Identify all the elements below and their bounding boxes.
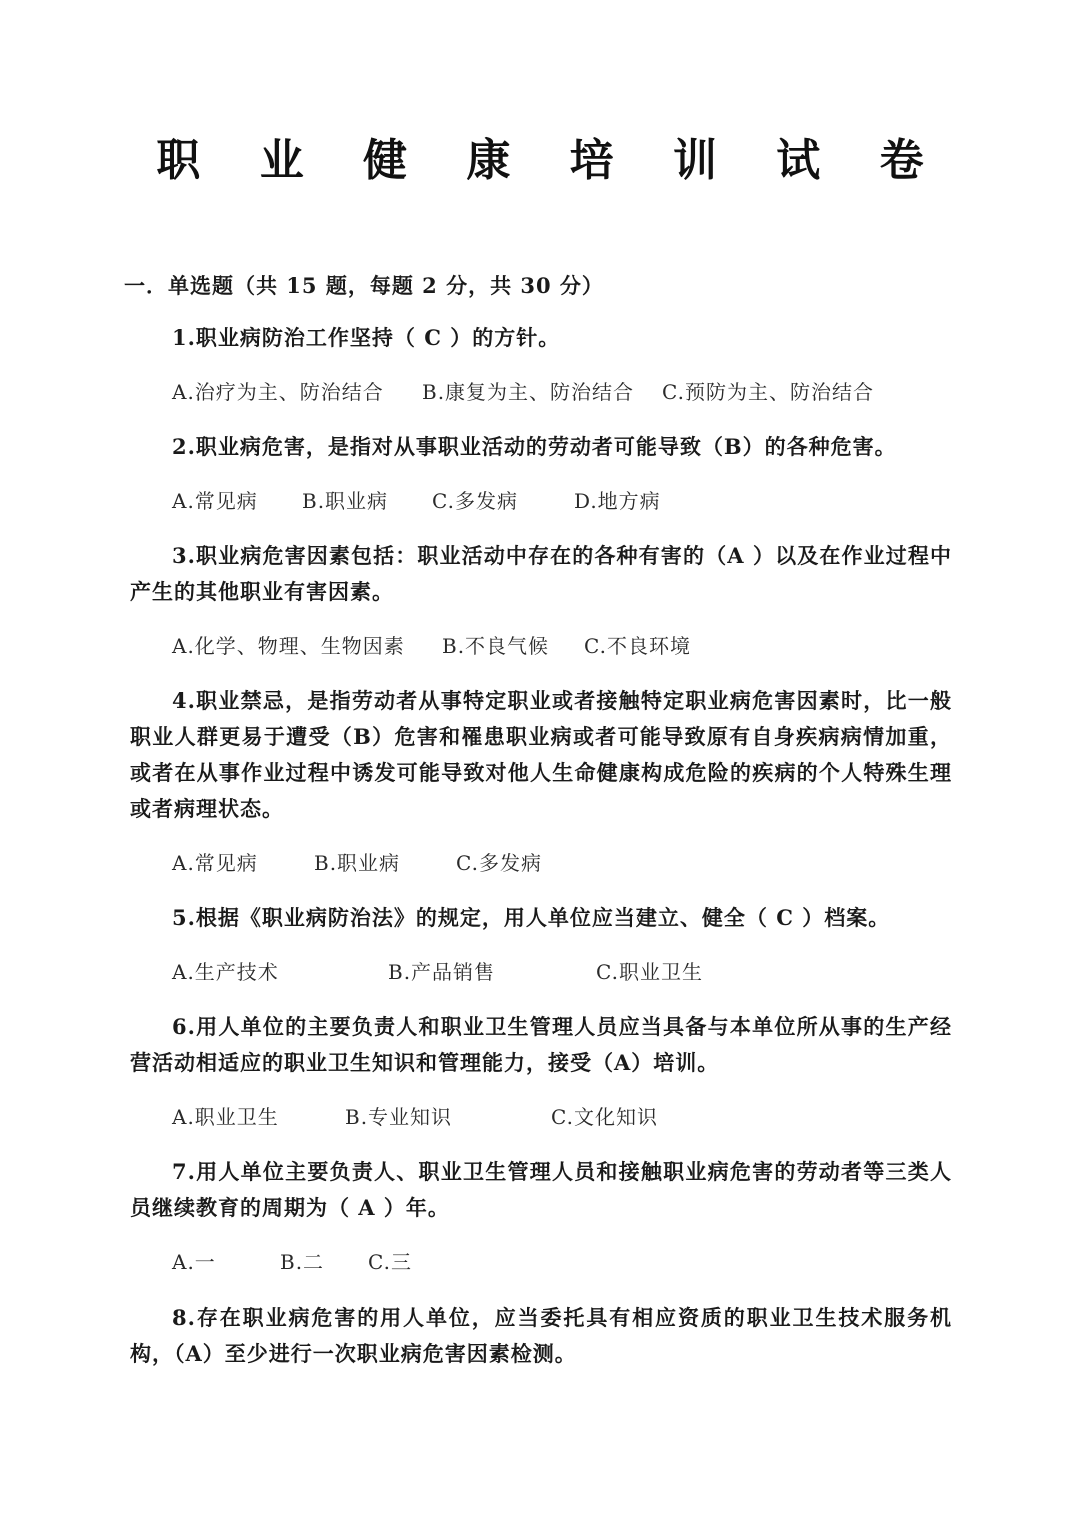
question-7-options [172,1246,412,1275]
question-2-option-b: B.职业病 [302,489,389,513]
question-1-option-a: A.治疗为主、防治结合 [172,380,384,404]
question-6-option-b: B.专业知识 [345,1105,453,1129]
question-3-option-c: C.不良环境 [584,634,691,658]
question-3-option-a: A.化学、物理、生物因素 [172,634,405,658]
question-5-option-b: B.产品销售 [388,960,496,984]
question-1-option-c: C.预防为主、防治结合 [662,380,874,404]
question-3-option-b: B.不良气候 [442,634,550,658]
question-2-options [172,485,661,514]
question-2: 2.职业病危害，是指对从事职业活动的劳动者可能导致（B）的各种危害。 [172,434,897,459]
question-2-option-c: C.多发病 [432,489,518,513]
section-heading: 一．单选题（共 15 题，每题 2 分，共 30 分） [124,273,604,298]
question-4-option-b: B.职业病 [314,851,401,875]
question-6-options [172,1101,658,1130]
question-5-option-a: A.生产技术 [172,960,279,984]
question-5-options [172,956,703,985]
question-7-option-c: C.三 [368,1250,412,1274]
page-title: 职 业 健 康 培 训 试 卷 [156,135,946,186]
question-6-option-a: A.职业卫生 [172,1105,279,1129]
question-3-options [172,630,691,659]
question-5: 5.根据《职业病防治法》的规定，用人单位应当建立、健全（ C ）档案。 [172,905,891,930]
question-6-option-c: C.文化知识 [551,1105,658,1129]
question-4-option-c: C.多发病 [456,851,542,875]
question-4: 4.职业禁忌，是指劳动者从事特定职业或者接触特定职业病危害因素时，比一般职业人群更易于遭受（B）危害和罹患职业病或者可能导致原有自身疾病病情加重，或者在从事作业过程中诱发可能导致对他人生命健康构成危险的疾病的个人特殊生理或者病理状态。 [130,688,952,821]
question-1-options [172,376,874,405]
question-2-option-a: A.常见病 [172,489,258,513]
question-8: 8.存在职业病危害的用人单位，应当委托具有相应资质的职业卫生技术服务机构，（A）至少进行一次职业病危害因素检测。 [130,1305,952,1366]
question-6: 6.用人单位的主要负责人和职业卫生管理人员应当具备与本单位所从事的生产经营活动相适应的职业卫生知识和管理能力，接受（A）培训。 [130,1014,952,1075]
question-1-option-b: B.康复为主、防治结合 [422,380,635,404]
question-3: 3.职业病危害因素包括：职业活动中存在的各种有害的（A ）以及在作业过程中产生的其他职业有害因素。 [130,543,952,604]
question-4-options [172,847,542,876]
question-7-option-b: B.二 [280,1250,325,1274]
question-1: 1.职业病防治工作坚持（ C ）的方针。 [172,325,561,350]
question-2-option-d: D.地方病 [574,489,661,513]
question-7-option-a: A.一 [172,1250,216,1274]
question-5-option-c: C.职业卫生 [596,960,703,984]
question-4-option-a: A.常见病 [172,851,258,875]
question-7: 7.用人单位主要负责人、职业卫生管理人员和接触职业病危害的劳动者等三类人员继续教育的周期为（ A ）年。 [130,1159,952,1220]
